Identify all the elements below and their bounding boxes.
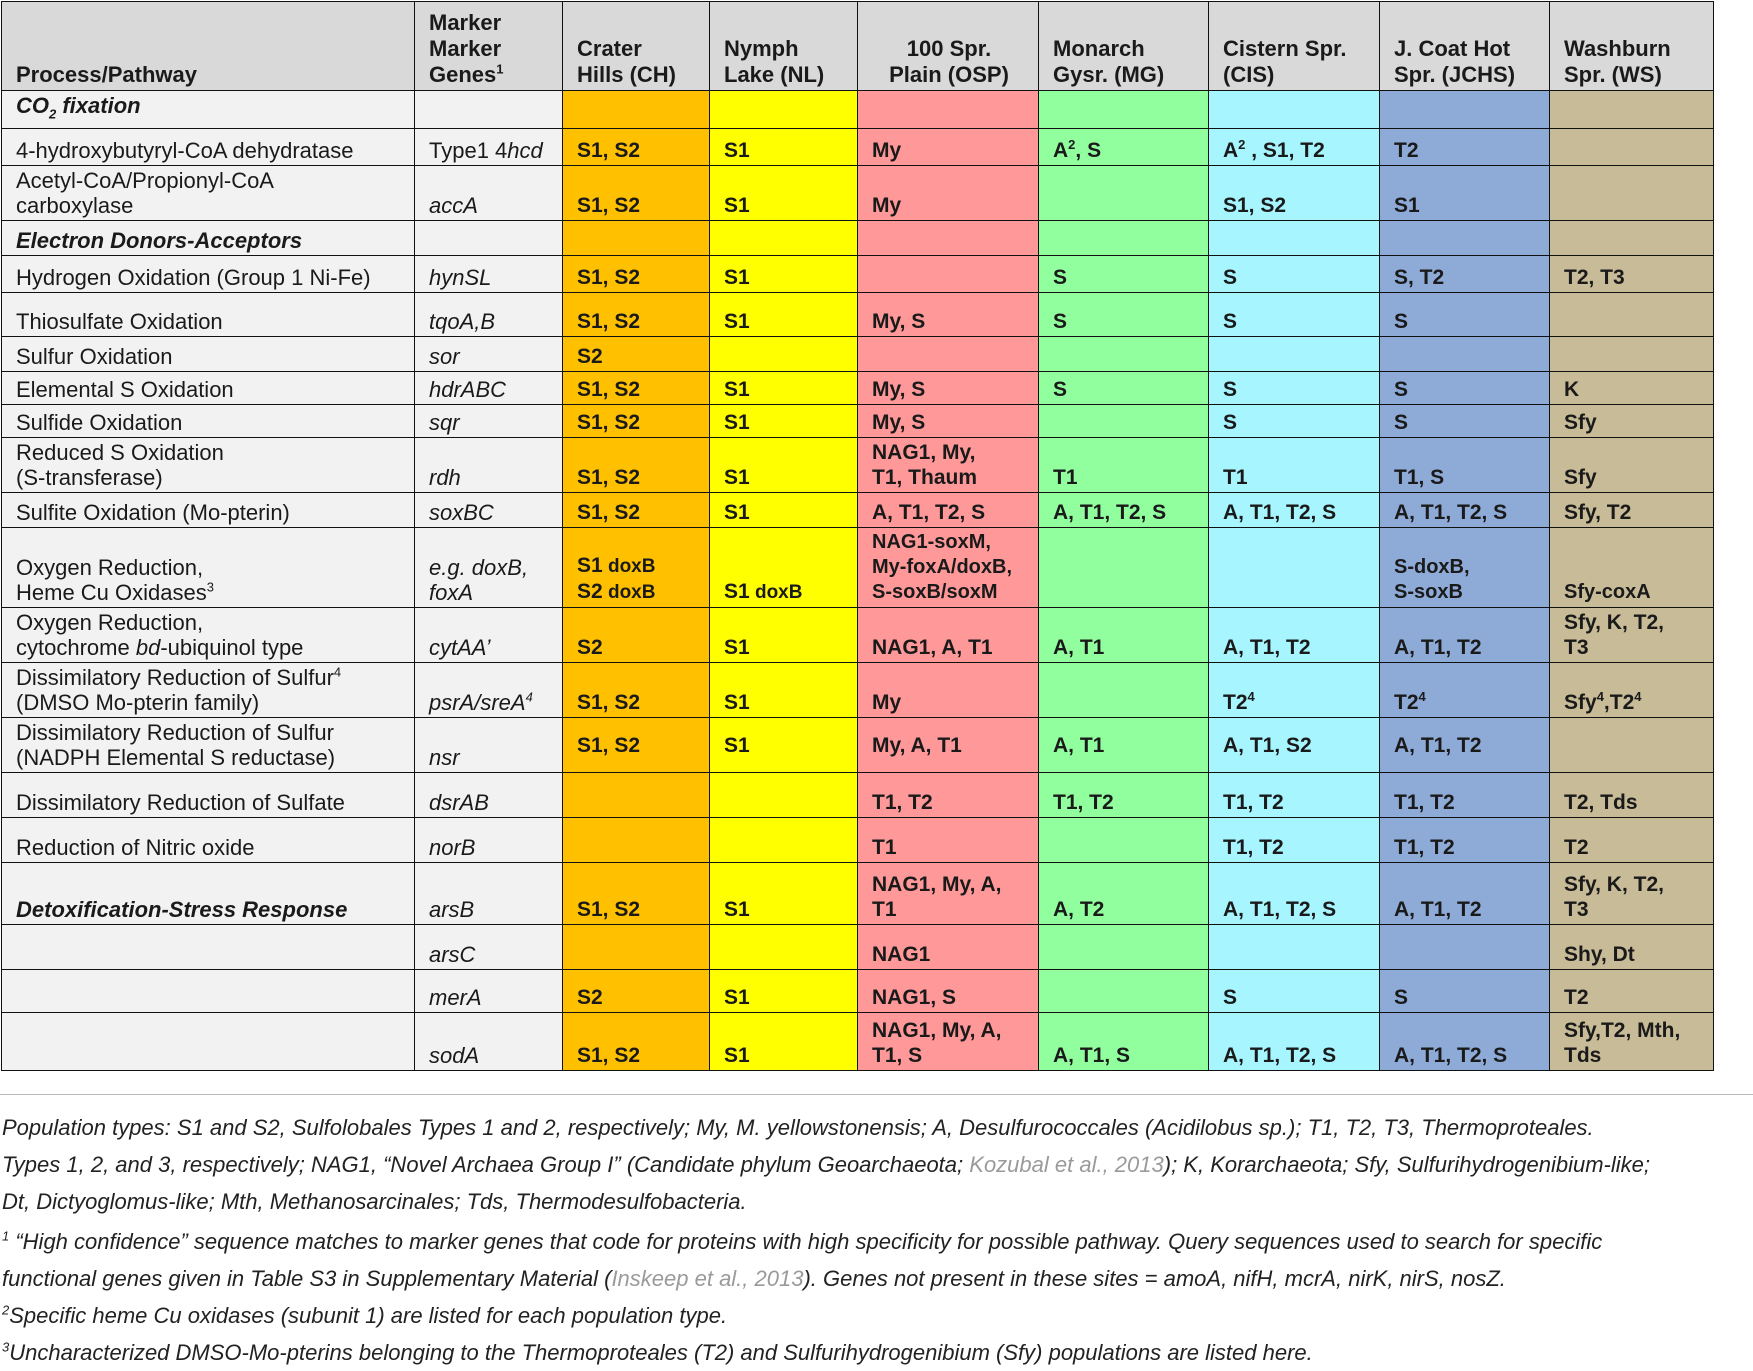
process-cell: Hydrogen Oxidation (Group 1 Ni-Fe)	[2, 256, 415, 293]
cell-mg: S	[1039, 293, 1209, 337]
cell-nl: S1	[710, 405, 858, 438]
gene-cell: arsB	[415, 863, 563, 925]
gene-cell: arsC	[415, 925, 563, 970]
section-detoxification: Detoxification-Stress Response	[2, 863, 415, 925]
cell-cis: $T2^4$	[1209, 663, 1380, 718]
cell-ws: Sfy, K, T2, T3	[1550, 608, 1714, 663]
footnotes	[2, 1109, 1753, 1371]
cell-osp: My, S	[858, 372, 1039, 405]
footnote-1: $^1$ “High confidence” sequence matches to marker genes that code for proteins with high specificity for possible pathway. Query sequences used to search for specific	[2, 1228, 1603, 1254]
cell-nl	[710, 337, 858, 372]
table-row	[2, 372, 1714, 405]
gene-cell: nsr	[415, 718, 563, 773]
cell-jchs: S	[1380, 372, 1550, 405]
cell-jchs: A, T1, T2, S	[1380, 1013, 1550, 1071]
cell-osp: NAG1, My, T1, Thaum	[858, 438, 1039, 493]
cell-osp: My, S	[858, 293, 1039, 337]
cell-mg	[1039, 663, 1209, 718]
table-row	[2, 256, 1714, 293]
section-row-electron	[2, 221, 1714, 256]
cell-jchs	[1380, 337, 1550, 372]
cell-ws	[1550, 337, 1714, 372]
cell-nl: S1	[710, 663, 858, 718]
cell-cis: S	[1209, 405, 1380, 438]
cell-ws	[1550, 293, 1714, 337]
table-row	[2, 608, 1714, 663]
cell-cis: A, T1, T2, S	[1209, 863, 1380, 925]
cell-mg: T1, T2	[1039, 773, 1209, 818]
cell-osp: T1, T2	[858, 773, 1039, 818]
process-cell: Oxygen Reduction, cytochrome bd-ubiquinol type	[2, 608, 415, 663]
process-cell: Reduced S Oxidation (S-transferase)	[2, 438, 415, 493]
cell-nl: S1	[710, 372, 858, 405]
cell-osp: NAG1, My, A, T1, S	[858, 1013, 1039, 1071]
table-row	[2, 493, 1714, 528]
cell-jchs	[1380, 925, 1550, 970]
cell-mg: $A^2$, S	[1039, 129, 1209, 166]
cell-osp: NAG1-soxM, My-foxA/doxB, S-soxB/soxM	[858, 528, 1039, 608]
cell-cis: S	[1209, 256, 1380, 293]
cell-cis: S	[1209, 970, 1380, 1013]
cell-ws: Sfy	[1550, 405, 1714, 438]
header-process: Process/Pathway	[2, 2, 415, 91]
cell-mg: A, T1	[1039, 608, 1209, 663]
cell-ws: T2	[1550, 818, 1714, 863]
cell-nl: S1	[710, 256, 858, 293]
cell-jchs: S, T2	[1380, 256, 1550, 293]
process-cell: Reduction of Nitric oxide	[2, 818, 415, 863]
process-cell: Dissimilatory Reduction of Sulfate	[2, 773, 415, 818]
cell-nl	[710, 925, 858, 970]
cell-nl: S1	[710, 608, 858, 663]
cell-jchs: S1	[1380, 166, 1550, 221]
cell-mg	[1039, 337, 1209, 372]
cell-osp: My	[858, 663, 1039, 718]
cell-ch: S1, S2	[563, 293, 710, 337]
cell-cis: A, T1, S2	[1209, 718, 1380, 773]
gene-cell: sor	[415, 337, 563, 372]
gene-cell: cytAA’	[415, 608, 563, 663]
table-row	[2, 925, 1714, 970]
cell-ch: S1, S2	[563, 663, 710, 718]
process-cell: Dissimilatory Reduction of Sulfur (NADPH Elemental S reductase)	[2, 718, 415, 773]
cell-ws: Sfy	[1550, 438, 1714, 493]
cell-cis: A, T1, T2, S	[1209, 493, 1380, 528]
cell-nl: S1	[710, 493, 858, 528]
gene-cell: accA	[415, 166, 563, 221]
cell-nl: S1 doxB	[710, 528, 858, 608]
table-row	[2, 773, 1714, 818]
footnote-3: $^3$Uncharacterized DMSO-Mo-pterins belonging to the Thermoproteales (T2) and Sulfurihydrogenibium (Sfy) populations are listed here.	[2, 1339, 1313, 1365]
table-row	[2, 166, 1714, 221]
gene-cell: dsrAB	[415, 773, 563, 818]
header-marker-genes: Marker Marker Genes$^1$	[415, 2, 563, 91]
cell-nl: S1	[710, 293, 858, 337]
cell-cis: S1, S2	[1209, 166, 1380, 221]
cell-jchs: S	[1380, 293, 1550, 337]
table-row	[2, 337, 1714, 372]
header-site-osp: 100 Spr. Plain (OSP)	[858, 2, 1039, 91]
cell-osp: A, T1, T2, S	[858, 493, 1039, 528]
section-row-co2	[2, 91, 1714, 129]
cell-osp	[858, 337, 1039, 372]
cell-mg	[1039, 405, 1209, 438]
cell-jchs: A, T1, T2	[1380, 718, 1550, 773]
cell-mg: A, T1	[1039, 718, 1209, 773]
cell-ws	[1550, 166, 1714, 221]
cell-ch: S1, S2	[563, 372, 710, 405]
gene-cell: soxBC	[415, 493, 563, 528]
cell-mg	[1039, 925, 1209, 970]
footnote-1: functional genes given in Table S3 in Supplementary Material (Inskeep et al., 2013). Genes not present in these sites = amoA, nifH, mcrA, nirK, nirS, nosZ.	[2, 1266, 1506, 1291]
cell-ch: S1, S2	[563, 256, 710, 293]
cell-nl: S1	[710, 718, 858, 773]
cell-jchs: T1, S	[1380, 438, 1550, 493]
cell-ws: T2	[1550, 970, 1714, 1013]
cell-ch: S2	[563, 970, 710, 1013]
cell-ws: T2, T3	[1550, 256, 1714, 293]
header-site-mg: Monarch Gysr. (MG)	[1039, 2, 1209, 91]
process-cell: Acetyl-CoA/Propionyl-CoA carboxylase	[2, 166, 415, 221]
process-cell	[2, 1013, 415, 1071]
cell-ws: K	[1550, 372, 1714, 405]
gene-cell: psrA/sreA$^4$	[415, 663, 563, 718]
cell-mg: T1	[1039, 438, 1209, 493]
cell-cis	[1209, 925, 1380, 970]
cell-ws	[1550, 129, 1714, 166]
cell-osp: NAG1, My, A, T1	[858, 863, 1039, 925]
cell-ws	[1550, 718, 1714, 773]
cell-ch: S1, S2	[563, 863, 710, 925]
cell-cis: $A^2$ , S1, T2	[1209, 129, 1380, 166]
process-cell: 4-hydroxybutyryl-CoA dehydratase	[2, 129, 415, 166]
header-site-jchs: J. Coat Hot Spr. (JCHS)	[1380, 2, 1550, 91]
cell-mg: S	[1039, 256, 1209, 293]
cell-mg	[1039, 528, 1209, 608]
gene-cell: Type1 4hcd	[415, 129, 563, 166]
cell-osp: My	[858, 166, 1039, 221]
cell-cis: T1, T2	[1209, 773, 1380, 818]
cell-ch: S1, S2	[563, 1013, 710, 1071]
process-cell: Oxygen Reduction, Heme Cu Oxidases$^3$	[2, 528, 415, 608]
cell-jchs: $T2^4$	[1380, 663, 1550, 718]
cell-nl	[710, 818, 858, 863]
cell-osp: My, S	[858, 405, 1039, 438]
cell-ws: Sfy, T2	[1550, 493, 1714, 528]
cell-cis: T1, T2	[1209, 818, 1380, 863]
cell-ch: S1, S2	[563, 129, 710, 166]
table-row	[2, 718, 1714, 773]
cell-ch: S1, S2	[563, 718, 710, 773]
cell-osp: T1	[858, 818, 1039, 863]
cell-jchs: S-doxB, S-soxB	[1380, 528, 1550, 608]
cell-osp: NAG1	[858, 925, 1039, 970]
cell-ch: S1, S2	[563, 493, 710, 528]
gene-cell: merA	[415, 970, 563, 1013]
cell-mg: A, T1, S	[1039, 1013, 1209, 1071]
cell-ws: Shy, Dt	[1550, 925, 1714, 970]
cell-nl	[710, 773, 858, 818]
gene-cell: hynSL	[415, 256, 563, 293]
cell-jchs: T1, T2	[1380, 773, 1550, 818]
cell-cis: A, T1, T2, S	[1209, 1013, 1380, 1071]
cell-ws: Sfy, K, T2, T3	[1550, 863, 1714, 925]
header-site-ch: Crater Hills (CH)	[563, 2, 710, 91]
header-site-cis: Cistern Spr. (CIS)	[1209, 2, 1380, 91]
section-electron-donors: Electron Donors-Acceptors	[2, 221, 415, 256]
cell-cis: S	[1209, 293, 1380, 337]
cell-jchs: A, T1, T2	[1380, 608, 1550, 663]
table-row	[2, 863, 1714, 925]
cell-ch	[563, 925, 710, 970]
section-co2-fixation: $CO_2$ fixation	[2, 91, 415, 129]
cell-osp: NAG1, A, T1	[858, 608, 1039, 663]
cell-ws: $Sfy^4,T2^4$	[1550, 663, 1714, 718]
cell-jchs: S	[1380, 405, 1550, 438]
cell-cis: T1	[1209, 438, 1380, 493]
cell-mg	[1039, 818, 1209, 863]
cell-ch: S2	[563, 337, 710, 372]
process-cell: Sulfite Oxidation (Mo-pterin)	[2, 493, 415, 528]
process-cell	[2, 925, 415, 970]
cell-jchs: T1, T2	[1380, 818, 1550, 863]
cell-ch: S1 doxB S2 doxB	[563, 528, 710, 608]
table-row	[2, 663, 1714, 718]
cell-ch: S1, S2	[563, 438, 710, 493]
cell-osp	[858, 256, 1039, 293]
cell-nl: S1	[710, 970, 858, 1013]
process-cell: Dissimilatory Reduction of Sulfur$^4$ (DMSO Mo-pterin family)	[2, 663, 415, 718]
cell-jchs: S	[1380, 970, 1550, 1013]
cell-ws: T2, Tds	[1550, 773, 1714, 818]
header-site-ws: Washburn Spr. (WS)	[1550, 2, 1714, 91]
cell-nl: S1	[710, 166, 858, 221]
cell-ch: S1, S2	[563, 166, 710, 221]
divider	[0, 1094, 1753, 1095]
process-cell: Elemental S Oxidation	[2, 372, 415, 405]
cell-cis	[1209, 337, 1380, 372]
gene-cell: sqr	[415, 405, 563, 438]
cell-jchs: T2	[1380, 129, 1550, 166]
cell-cis: A, T1, T2	[1209, 608, 1380, 663]
cell-mg	[1039, 970, 1209, 1013]
table-row	[2, 1013, 1714, 1071]
header-site-nl: Nymph Lake (NL)	[710, 2, 858, 91]
cell-ch	[563, 773, 710, 818]
table-row	[2, 405, 1714, 438]
gene-cell: tqoA,B	[415, 293, 563, 337]
table-row	[2, 970, 1714, 1013]
population-types-note: Dt, Dictyoglomus-like; Mth, Methanosarcinales; Tds, Thermodesulfobacteria.	[2, 1189, 747, 1214]
cell-jchs: A, T1, T2	[1380, 863, 1550, 925]
cell-osp: My, A, T1	[858, 718, 1039, 773]
cell-mg	[1039, 166, 1209, 221]
cell-ch	[563, 818, 710, 863]
table-row	[2, 438, 1714, 493]
table-row	[2, 293, 1714, 337]
cell-mg: A, T1, T2, S	[1039, 493, 1209, 528]
reference-link[interactable]: Inskeep et al., 2013	[611, 1266, 804, 1291]
cell-mg: S	[1039, 372, 1209, 405]
cell-ch: S1, S2	[563, 405, 710, 438]
table-row	[2, 528, 1714, 608]
header-row	[2, 2, 1714, 91]
cell-nl: S1	[710, 438, 858, 493]
cell-cis	[1209, 528, 1380, 608]
process-cell	[2, 970, 415, 1013]
table-row	[2, 818, 1714, 863]
process-cell: Sulfur Oxidation	[2, 337, 415, 372]
cell-jchs: A, T1, T2, S	[1380, 493, 1550, 528]
gene-cell: hdrABC	[415, 372, 563, 405]
cell-osp: NAG1, S	[858, 970, 1039, 1013]
cell-nl: S1	[710, 863, 858, 925]
process-cell: Thiosulfate Oxidation	[2, 293, 415, 337]
cell-ws: Sfy,T2, Mth, Tds	[1550, 1013, 1714, 1071]
reference-link[interactable]: Kozubal et al., 2013	[969, 1152, 1164, 1177]
cell-cis: S	[1209, 372, 1380, 405]
cell-ch: S2	[563, 608, 710, 663]
footnote-2: $^2$Specific heme Cu oxidases (subunit 1) are listed for each population type.	[2, 1302, 728, 1328]
gene-cell: sodA	[415, 1013, 563, 1071]
cell-nl: S1	[710, 1013, 858, 1071]
cell-osp: My	[858, 129, 1039, 166]
gene-cell: norB	[415, 818, 563, 863]
cell-nl: S1	[710, 129, 858, 166]
cell-mg: A, T2	[1039, 863, 1209, 925]
cell-ws: Sfy-coxA	[1550, 528, 1714, 608]
process-cell: Sulfide Oxidation	[2, 405, 415, 438]
population-types-note: Types 1, 2, and 3, respectively; NAG1, “Novel Archaea Group I” (Candidate phylum Geoarchaeota; Kozubal et al., 2013); K, Korarchaeota; Sfy, Sulfurihydrogenibium-like;	[2, 1152, 1651, 1177]
table-row	[2, 129, 1714, 166]
gene-cell: e.g. doxB, foxA	[415, 528, 563, 608]
gene-cell: rdh	[415, 438, 563, 493]
pathway-table	[1, 1, 1714, 1071]
population-types-note: Population types: S1 and S2, Sulfolobales Types 1 and 2, respectively; My, M. yellowstonensis; A, Desulfurococcales (Acidilobus sp.); T1, T2, T3, Thermoproteales.	[2, 1115, 1594, 1140]
